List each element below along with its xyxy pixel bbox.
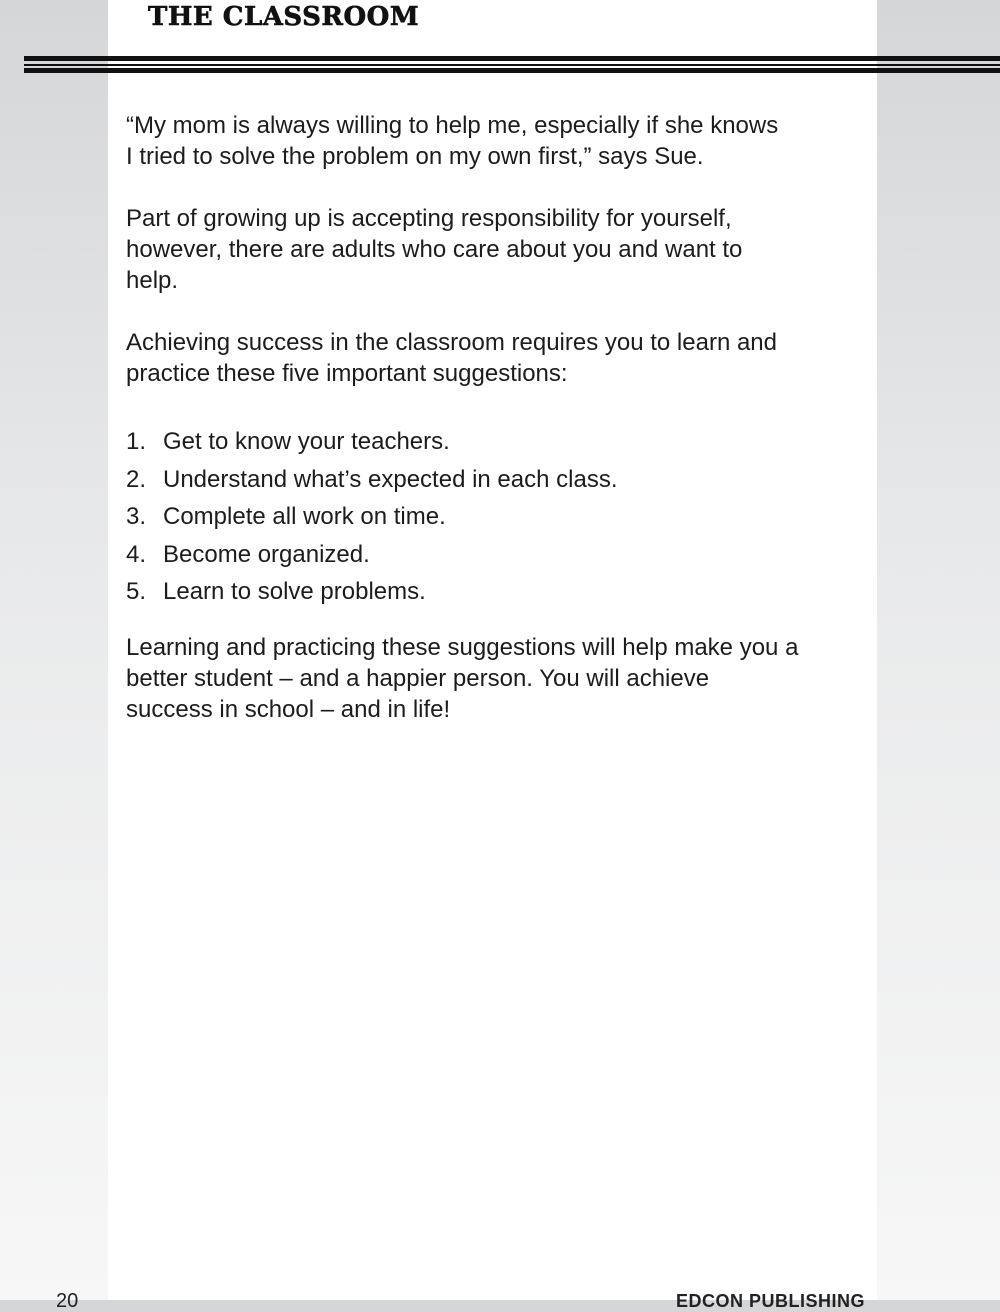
list-item-number: 5. — [126, 578, 147, 606]
list-item — [126, 576, 866, 607]
list-item-number: 4. — [126, 540, 147, 568]
list-item — [126, 501, 866, 532]
title-rule-thin — [24, 64, 1000, 66]
suggestions-list — [126, 426, 866, 607]
closing-paragraph: Learning and practicing these suggestions will help make you a better student – and a happier person. You will achieve success in school – and in life! — [126, 634, 799, 724]
list-item-text: Get to know your teachers. — [163, 428, 450, 455]
page-title: THE CLASSROOM — [148, 2, 420, 32]
list-item-number: 3. — [126, 503, 147, 531]
list-item-text: Understand what’s expected in each class. — [163, 465, 618, 493]
list-item — [126, 539, 866, 570]
publisher-name: EDCON PUBLISHING — [676, 1291, 866, 1311]
responsibility-paragraph: Part of growing up is accepting responsibility for yourself, however, there are adults who care about you and want to help. — [126, 205, 743, 294]
page-number: 20 — [56, 1290, 79, 1312]
list-item-text: Learn to solve problems. — [163, 578, 426, 606]
quote-paragraph: “My mom is always willing to help me, especially if she knows I tried to solve the problem on my own first,” says Sue. — [126, 112, 779, 170]
list-item-number: 1. — [126, 428, 147, 455]
body-content — [126, 110, 866, 756]
list-item-number: 2. — [126, 465, 147, 493]
suggestions-list-wrapper — [126, 426, 866, 607]
title-rule-thick-bottom — [24, 68, 1000, 73]
list-item — [126, 464, 866, 495]
title-rule-thick-top — [24, 56, 1000, 61]
list-item-text: Complete all work on time. — [163, 503, 446, 531]
list-item-text: Become organized. — [163, 540, 370, 568]
list-item — [126, 426, 866, 457]
suggestions-intro-paragraph: Achieving success in the classroom requires you to learn and practice these five important suggestions: — [126, 329, 777, 387]
